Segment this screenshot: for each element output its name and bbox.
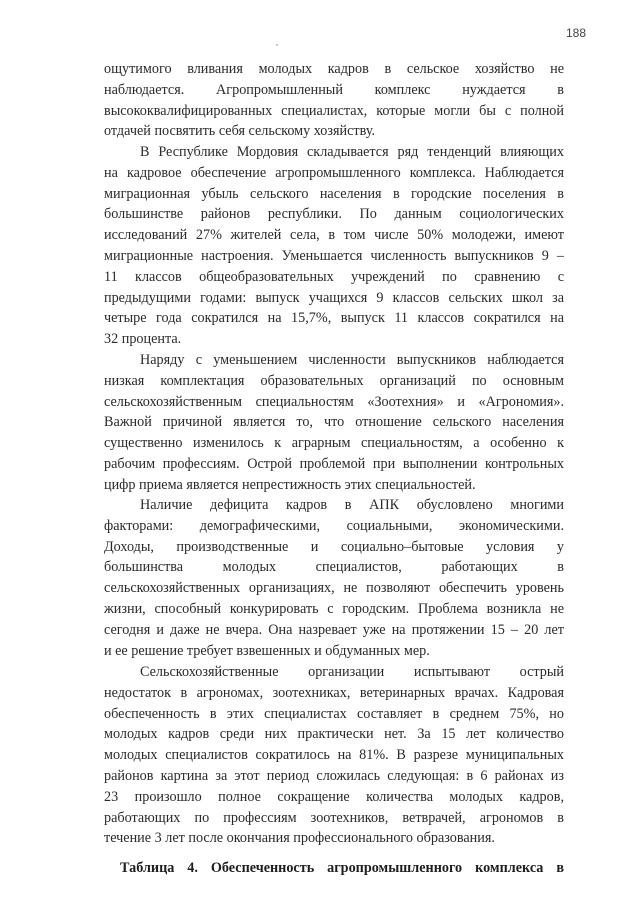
text-line: рабочим профессиям. Острой проблемой при выполнении контрольных (104, 455, 564, 472)
text-line: Сельскохозяйственные организации испытывают острый (140, 664, 564, 680)
text-line: 11 классов общеобразовательных учреждений по сравнению с (104, 268, 564, 285)
text-line: В Республике Мордовия складывается ряд тенденций влияющих (140, 144, 564, 160)
text-line: миграционные настроения. Уменьшается численность выпускников 9 – (104, 247, 564, 264)
text-line: течение 3 лет после окончания профессионального образования. (104, 830, 495, 847)
text-line: Важной причиной является то, что отношение сельского населения (104, 414, 564, 431)
scan-speck (276, 44, 278, 46)
text-line: молодых кадров среди них практически нет. За 15 лет количество (104, 726, 564, 743)
text-line: большинстве районов республики. По данным социологических (104, 206, 564, 223)
page-number: 188 (565, 26, 586, 40)
text-line: существенно изменилось к аграрным специальностям, а особенно к (104, 435, 564, 452)
text-line: на кадровое обеспечение агропромышленного комплекса. Наблюдается (104, 164, 564, 181)
text-line: молодых специалистов сократилось на 81%. В разрезе муниципальных (104, 747, 564, 764)
text-line: большинства молодых специалистов, работающих в (104, 559, 564, 576)
text-line: отдачей посвятить себя сельскому хозяйству. (104, 123, 376, 140)
text-line: предыдущими годами: выпуск учащихся 9 классов сельских школ за (104, 289, 564, 306)
text-line: обеспеченность в этих специалистах составляет в среднем 75%, но (104, 705, 564, 722)
text-line: четыре года сократился на 15,7%, выпуск 11 классов сократился на (104, 310, 564, 327)
text-line: Наличие дефицита кадров в АПК обусловлено многими (140, 497, 564, 513)
text-line: сегодня и даже не вчера. Она назревает уже на протяжении 15 – 20 лет (104, 621, 564, 638)
text-line: и ее решение требует взвешенных и обдуманных мер. (104, 642, 430, 659)
text-line: Наряду с уменьшением численности выпускников наблюдается (140, 352, 564, 368)
text-line: работающих по профессиям зоотехников, ветврачей, агрономов в (104, 809, 564, 826)
text-line: факторами: демографическими, социальными, экономическими. (104, 517, 564, 534)
text-line: Доходы, производственные и социально–бытовые условия у (104, 538, 564, 555)
text-line: высококвалифицированных специалистах, которые могли бы с полной (104, 102, 564, 119)
text-line: жизни, способный конкурировать с городским. Проблема возникла не (104, 600, 564, 617)
text-line: 32 процента. (104, 331, 182, 348)
text-line: сельскохозяйственных организациях, не позволяют обеспечить уровень (104, 580, 564, 597)
paragraph-2 (104, 142, 564, 350)
text-line: низкая комплектация образовательных организаций по основным (104, 372, 564, 389)
paragraph-1 (104, 59, 564, 142)
paragraph-4 (104, 495, 564, 661)
text-line: цифр приема является непрестижность этих специальностей. (104, 476, 476, 493)
text-line: недостаток в агрономах, зоотехниках, ветеринарных врачах. Кадровая (104, 684, 564, 701)
text-line: миграционная убыль сельского населения в городские поселения в (104, 185, 564, 202)
text-line: исследований 27% жителей села, в том числе 50% молодежи, имеют (104, 227, 564, 244)
text-line: ощутимого вливания молодых кадров в сельское хозяйство не (104, 61, 564, 77)
text-line: сельскохозяйственным специальностям «Зоотехния» и «Агрономия». (104, 393, 564, 410)
text-line: наблюдается. Агропромышленный комплекс нуждается в (104, 81, 564, 98)
text-line: 23 произошло полное сокращение количества молодых кадров, (104, 788, 564, 805)
paragraph-5 (104, 662, 564, 849)
paragraph-3 (104, 350, 564, 496)
table-heading: Таблица 4. Обеспеченность агропромышленного комплекса в (120, 860, 564, 876)
text-line: районов картина за этот период сложилась следующая: в 6 районах из (104, 767, 564, 784)
